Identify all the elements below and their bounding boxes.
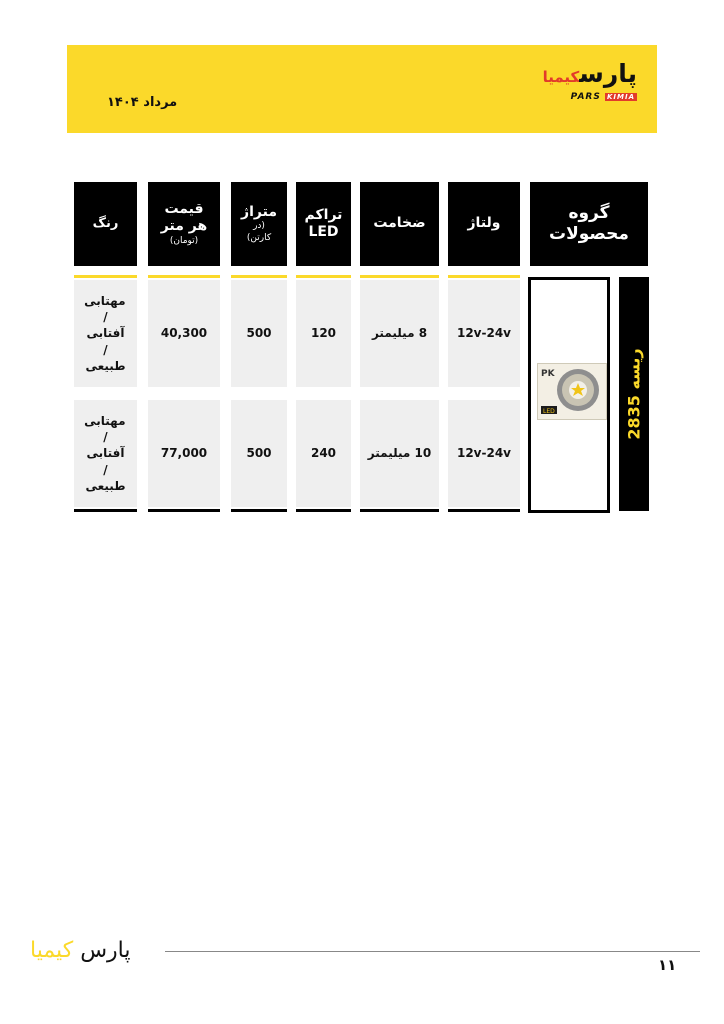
product-group-label: ریسه 2835 bbox=[624, 348, 644, 440]
table-bottom-border bbox=[448, 509, 520, 512]
table-row-2-color: مهتابی / آفتابی / طبیعی bbox=[74, 400, 137, 507]
product-group-label-band bbox=[619, 277, 649, 511]
col-header-price: قیمت هر متر (تومان) bbox=[148, 182, 220, 266]
footer-brand: پارس کیمیا bbox=[30, 938, 131, 963]
table-row-2-thickness: 10 میلیمتر bbox=[360, 400, 439, 507]
row-separator bbox=[74, 275, 137, 278]
row-separator bbox=[231, 275, 287, 278]
row-separator bbox=[296, 275, 351, 278]
table-bottom-border bbox=[148, 509, 220, 512]
table-bottom-border bbox=[296, 509, 351, 512]
document-date: مرداد ۱۴۰۴ bbox=[107, 95, 178, 110]
col-header-color: رنگ bbox=[74, 182, 137, 266]
table-bottom-border bbox=[231, 509, 287, 512]
table-row-1-meterage: 500 bbox=[231, 280, 287, 387]
row-separator bbox=[148, 275, 220, 278]
header-band bbox=[67, 45, 657, 133]
table-row-2-voltage: 12v-24v bbox=[448, 400, 520, 507]
svg-text:LED: LED bbox=[543, 408, 555, 415]
col-header-meterage: متراژ (در کارتن) bbox=[231, 182, 287, 266]
svg-text:PK: PK bbox=[541, 369, 555, 379]
table-row-1-price: 40,300 bbox=[148, 280, 220, 387]
footer-divider bbox=[165, 951, 700, 952]
table-row-2-meterage: 500 bbox=[231, 400, 287, 507]
led-strip-reel-image bbox=[537, 363, 607, 420]
table-bottom-border bbox=[360, 509, 439, 512]
table-row-1-color: مهتابی / آفتابی / طبیعی bbox=[74, 280, 137, 387]
row-separator bbox=[448, 275, 520, 278]
col-header-voltage: ولتاژ bbox=[448, 182, 520, 266]
row-separator bbox=[360, 275, 439, 278]
pars-kimia-logo: پارسکیمیا PARS KIMIA bbox=[542, 59, 637, 102]
table-row-1-thickness: 8 میلیمتر bbox=[360, 280, 439, 387]
col-header-product-group: گروه محصولات bbox=[530, 182, 648, 266]
table-row-2-price: 77,000 bbox=[148, 400, 220, 507]
table-row-2-density: 240 bbox=[296, 400, 351, 507]
col-header-thickness: ضخامت bbox=[360, 182, 439, 266]
table-row-1-voltage: 12v-24v bbox=[448, 280, 520, 387]
table-bottom-border bbox=[74, 509, 137, 512]
col-header-led-density: تراکم LED bbox=[296, 182, 351, 266]
table-row-1-density: 120 bbox=[296, 280, 351, 387]
page-number: ۱۱ bbox=[658, 956, 677, 974]
